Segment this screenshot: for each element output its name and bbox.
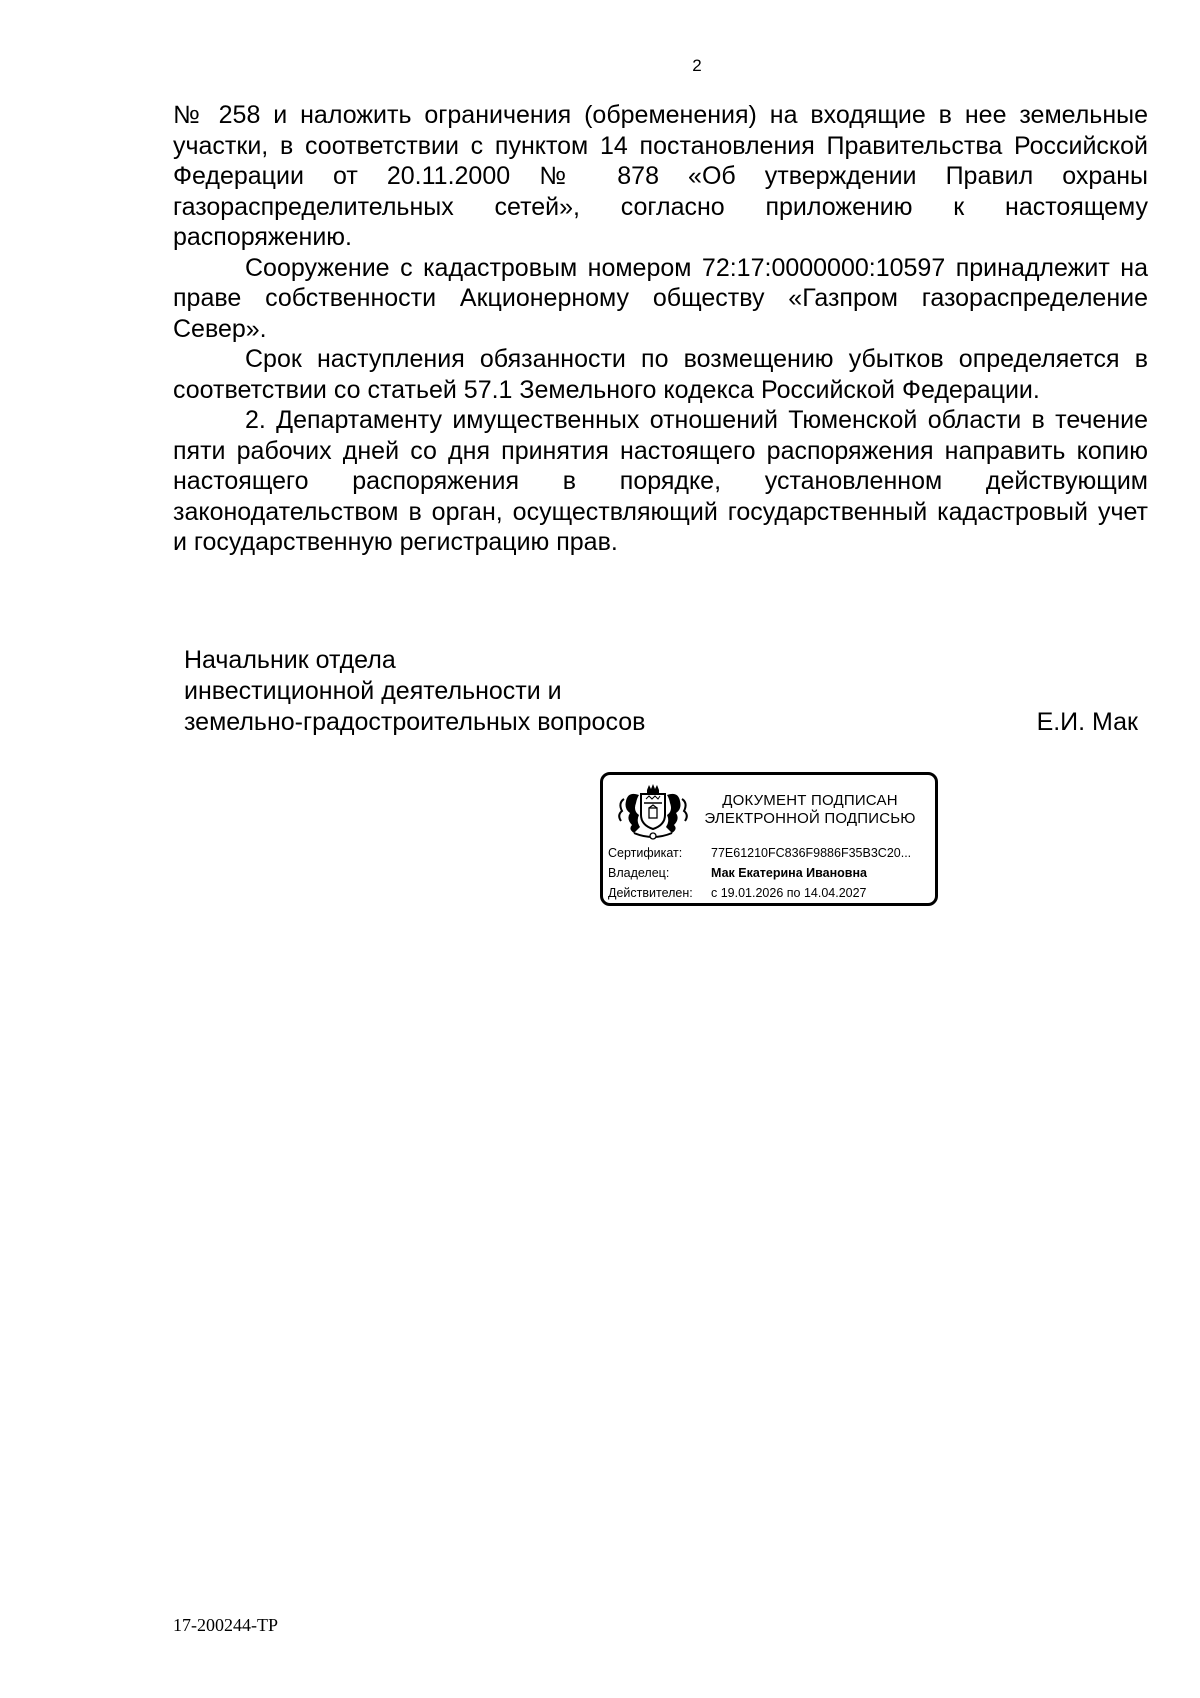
stamp-title-line-1: ДОКУМЕНТ ПОДПИСАН [722,792,898,809]
certificate-label: Сертификат: [608,846,683,860]
electronic-signature-stamp [600,772,938,906]
paragraph-item-2: 2. Департаменту имущественных отношений Тюменской области в течение пяти рабочих дней со дня принятия настоящего распоряжения направить копию настоящего распоряжения в порядке, установленном действующим законодательством в орган, осуществляющий государственный кадастровый учет и государственную регистрацию прав. [173,406,1148,556]
owner-label: Владелец: [608,866,670,880]
stamp-certificate-row [608,845,911,861]
signer-position-line-2: инвестиционной деятельности и [184,677,562,705]
stamp-title [695,792,925,828]
document-code: 17-200244-ТР [173,1615,278,1635]
page-number: 2 [692,56,702,75]
paragraph-ownership: Сооружение с кадастровым номером 72:17:0000000:10597 принадлежит на праве собственности Акционерному обществу «Газпром газораспределение Север». [173,253,1148,343]
document-body [173,100,1148,558]
certificate-value: 77E61210FC836F9886F35B3C20... [711,846,912,860]
valid-label: Действителен: [608,886,693,900]
paragraph-continuation: № 258 и наложить ограничения (обременения) на входящие в нее земельные участки, в соответствии с пунктом 14 постановления Правительства Российской Федерации от 20.11.2000 № 878 «Об утверждении Правил охраны газораспределительных сетей», согласно приложению к настоящему распоряжению. [173,101,1148,251]
paragraph-compensation: Срок наступления обязанности по возмещению убытков определяется в соответствии со статьей 57.1 Земельного кодекса Российской Федерации. [173,345,1148,404]
owner-value: Мак Екатерина Ивановна [711,866,867,880]
stamp-validity-row [608,885,867,901]
signer-position-line-1: Начальник отдела [184,646,396,674]
signer-name: Е.И. Мак [1036,708,1138,736]
signer-position-line-3: земельно-градостроительных вопросов [184,708,646,736]
stamp-title-line-2: ЭЛЕКТРОННОЙ ПОДПИСЬЮ [704,810,916,827]
valid-value: с 19.01.2026 по 14.04.2027 [711,886,867,900]
coat-of-arms-icon [614,781,692,843]
signer-block [184,645,1144,738]
stamp-owner-row [608,865,867,881]
